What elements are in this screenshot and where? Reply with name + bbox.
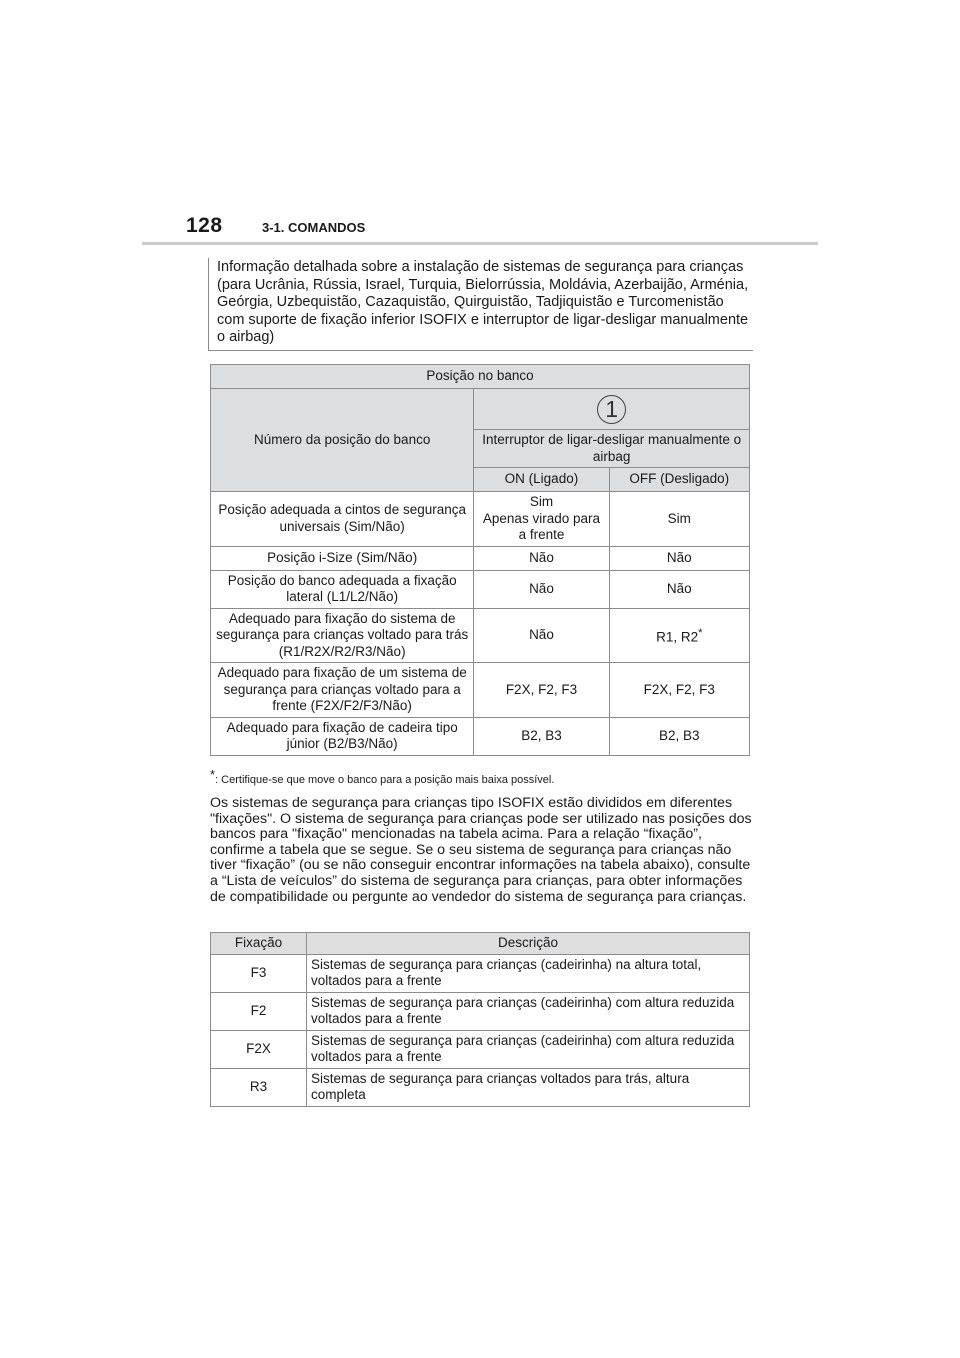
row-off-value: Não [609, 570, 749, 608]
column-header: Fixação [211, 933, 307, 955]
fixation-table [210, 932, 750, 1107]
row-on-value: Não [474, 608, 609, 663]
row-label: Adequado para fixação de um sistema de segurança para crianças voltado para a frente (F2X/F2/F3/Não) [211, 663, 474, 718]
table-row [211, 608, 750, 663]
on-label: ON (Ligado) [474, 468, 609, 492]
fixation-code: F2X [211, 1030, 307, 1068]
seat-position-table [210, 364, 750, 756]
on-value-line: a frente [518, 527, 565, 542]
off-label: OFF (Desligado) [609, 468, 749, 492]
on-value-line: Sim [529, 494, 554, 509]
on-value-line: Apenas virado para [482, 510, 600, 526]
column-header: Descrição [307, 933, 750, 955]
footnote-marker: * [698, 626, 703, 639]
fixation-description: Sistemas de segurança para crianças voltados para trás, altura completa [307, 1068, 750, 1106]
footnote-mark: * [210, 767, 216, 782]
section-title: 3-1. COMANDOS [262, 220, 366, 235]
table-row [211, 954, 750, 992]
table-row [211, 492, 750, 547]
intro-box: Informação detalhada sobre a instalação de sistemas de segurança para crianças (para Ucrânia, Rússia, Israel, Turquia, Bielorrússia, Moldávia, Azerbaijão, Arménia, Geórgia, Uzbequistão, Cazaquistão, Quirguistão, Tadjiquistão e Turcomenistão com suporte de fixação inferior ISOFIX e interruptor de ligar-desligar manualmente o airbag) [208, 258, 753, 351]
row-label: Adequado para fixação do sistema de segurança para crianças voltado para trás (R1/R2X/R2/R3/Não) [211, 608, 474, 663]
page-number: 128 [186, 214, 223, 237]
row-off-value: Não [609, 546, 749, 570]
row-label: Posição i-Size (Sim/Não) [211, 546, 474, 570]
row-off-value [609, 608, 749, 663]
fixation-description: Sistemas de segurança para crianças (cadeirinha) com altura reduzida voltados para a frente [307, 1030, 750, 1068]
header-divider [142, 242, 818, 245]
row-off-value: B2, B3 [609, 717, 749, 755]
table-row [211, 992, 750, 1030]
airbag-switch-label: Interruptor de ligar-desligar manualmente o airbag [474, 430, 750, 468]
fixation-code: F3 [211, 954, 307, 992]
position-1-icon: 1 [597, 395, 626, 424]
row-label: Posição do banco adequada a fixação lateral (L1/L2/Não) [211, 570, 474, 608]
row-on-value: F2X, F2, F3 [474, 663, 609, 718]
footnote-text: : Certifique-se que move o banco para a posição mais baixa possível. [215, 774, 555, 786]
fixation-code: F2 [211, 992, 307, 1030]
fixation-code: R3 [211, 1068, 307, 1106]
table-row [211, 717, 750, 755]
table-row [211, 570, 750, 608]
table-row [211, 1068, 750, 1106]
body-paragraph: Os sistemas de segurança para crianças tipo ISOFIX estão divididos em diferentes "fixações". O sistema de segurança para crianças pode ser utilizado nas posições dos bancos para "fixação" mencionadas na tabela acima. Para a relação “fixação”, confirme a tabela que se segue. Se o seu sistema de segurança para crianças não tiver “fixação” (ou se não conseguir encontrar informações na tabela abaixo), consulte a “Lista de veículos” do sistema de segurança para crianças, para obter informações de compatibilidade ou pergunte ao vendedor do sistema de segurança para crianças. [210, 795, 752, 905]
footnote [210, 767, 555, 786]
fixation-description: Sistemas de segurança para crianças (cadeirinha) com altura reduzida voltados para a frente [307, 992, 750, 1030]
row-on-value: B2, B3 [474, 717, 609, 755]
position-number-cell [474, 389, 750, 430]
fixation-description: Sistemas de segurança para crianças (cadeirinha) na altura total, voltados para a frente [307, 954, 750, 992]
off-value-text: R1, R2 [656, 629, 699, 645]
row-off-value: F2X, F2, F3 [609, 663, 749, 718]
row-on-value: Não [474, 570, 609, 608]
position-number-label: Número da posição do banco [211, 389, 474, 492]
table-row [211, 546, 750, 570]
row-on-value [474, 492, 609, 547]
seat-table-title: Posição no banco [211, 365, 750, 389]
row-label: Posição adequada a cintos de segurança universais (Sim/Não) [211, 492, 474, 547]
row-label: Adequado para fixação de cadeira tipo júnior (B2/B3/Não) [211, 717, 474, 755]
row-on-value: Não [474, 546, 609, 570]
row-off-value: Sim [609, 492, 749, 547]
table-row [211, 1030, 750, 1068]
table-row [211, 663, 750, 718]
